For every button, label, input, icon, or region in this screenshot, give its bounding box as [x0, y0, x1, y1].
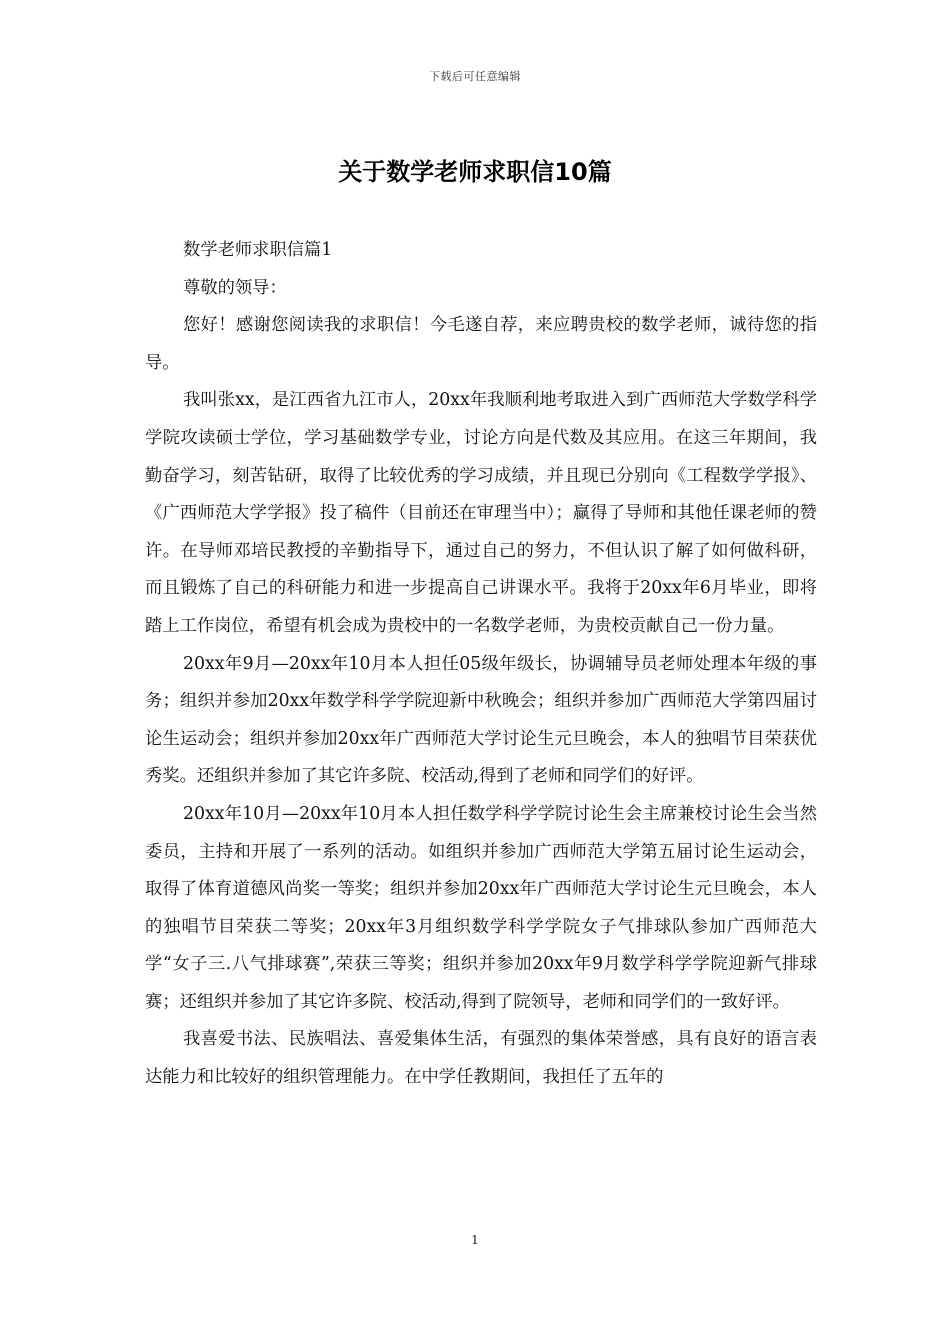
- body-paragraph: 您好！感谢您阅读我的求职信！今毛遂自荐，来应聘贵校的数学老师，诚待您的指导。: [145, 315, 817, 373]
- section-heading: 数学老师求职信篇1: [183, 240, 333, 260]
- body-paragraph: 我喜爱书法、民族唱法、喜爱集体生活，有强烈的集体荣誉感，具有良好的语言表达能力和比较好的组织管理能力。在中学任教期间，我担任了五年的: [145, 1029, 817, 1088]
- salutation: 尊敬的领导：: [183, 277, 287, 298]
- body-paragraph: 我叫张xx，是江西省九江市人，20xx年我顺利地考取进入到广西师范大学数学科学学院攻读硕士学位，学习基础数学专业，讨论方向是代数及其应用。在这三年期间，我勤奋学习，刻苦钻研，取得了比较优秀的学习成绩，并且现已分别向《工程数学学报》、《广西师范大学学报》投了稿件（目前还在审理当中）；赢得了导师和其他任课老师的赞许。在导师邓培民教授的辛勤指导下，通过自己的努力，不但认识了解了如何做科研，而且锻炼了自己的科研能力和进一步提高自己讲课水平。我将于20xx年6月毕业，即将踏上工作岗位，希望有机会成为贵校中的一名数学老师，为贵校贡献自己一份力量。: [145, 390, 817, 636]
- header-note: 下载后可任意编辑: [429, 70, 521, 83]
- body-paragraph: 20xx年10月—20xx年10月本人担任数学科学学院讨论生会主席兼校讨论生会当然委员，主持和开展了一系列的活动。如组织并参加广西师范大学第五届讨论生运动会，取得了体育道德风尚奖一等奖；组织并参加20xx年广西师范大学讨论生元旦晚会，本人的独唱节目荣获二等奖；20xx年3月组织数学科学学院女子气排球队参加广西师范大学“女子三.八气排球赛”,荣获三等奖；组织并参加20xx年9月数学科学学院迎新气排球赛；还组织并参加了其它许多院、校活动,得到了院领导，老师和同学们的一致好评。: [145, 803, 817, 1012]
- body-paragraph: 20xx年9月—20xx年10月本人担任05级年级长，协调辅导员老师处理本年级的事务；组织并参加20xx年数学科学学院迎新中秋晚会；组织并参加广西师范大学第四届讨论生运动会；组织并参加20xx年广西师范大学讨论生元旦晚会，本人的独唱节目荣获优秀奖。还组织并参加了其它许多院、校活动,得到了老师和同学们的好评。: [145, 653, 817, 787]
- document-body: [145, 232, 817, 1097]
- page-number: 1: [471, 1233, 479, 1247]
- document-title: 关于数学老师求职信10篇: [338, 158, 612, 186]
